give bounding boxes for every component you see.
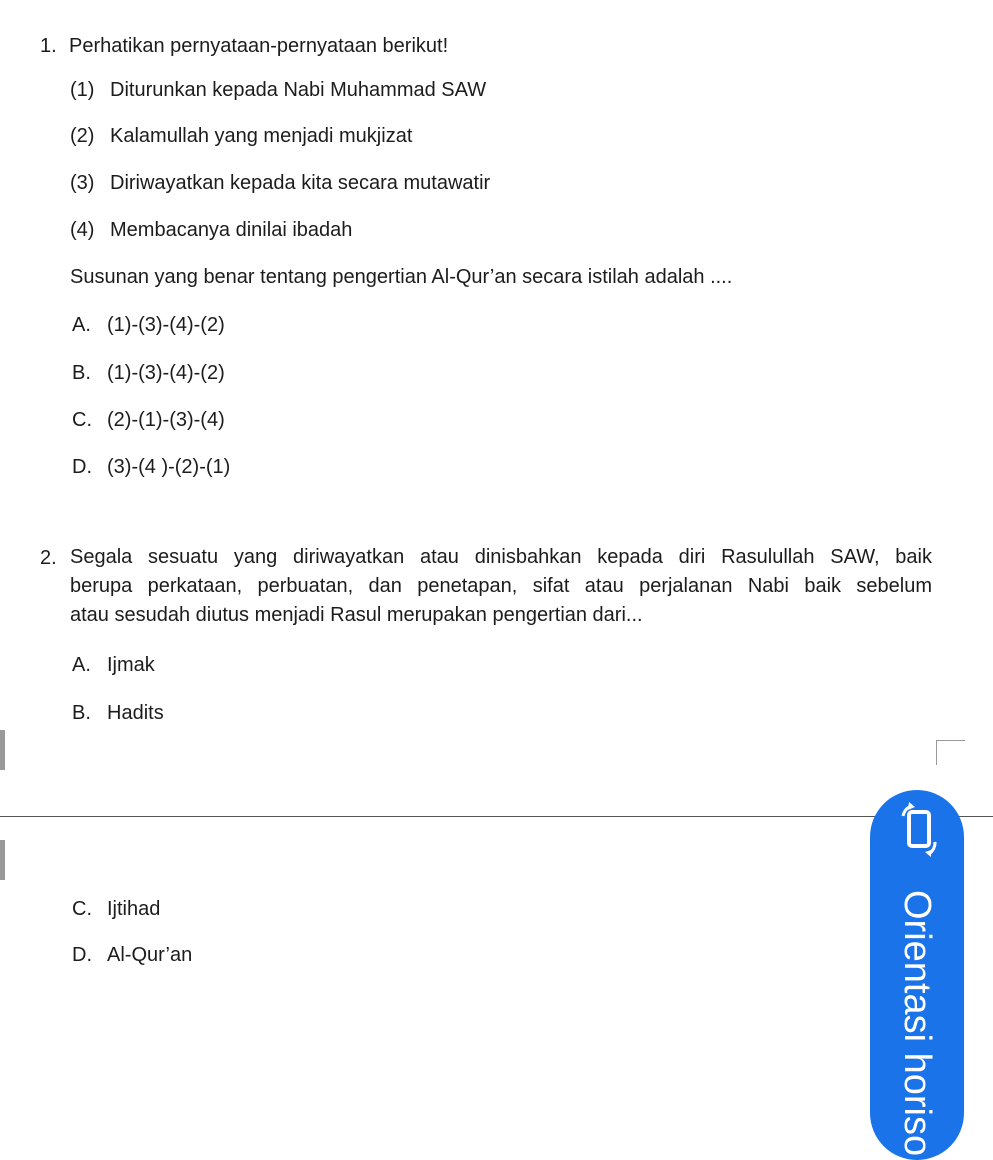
q1-option-d[interactable]: (3)-(4 )-(2)-(1) [107,456,231,478]
q2-option-a-letter[interactable]: A. [72,654,91,676]
left-margin-mark-2 [0,840,5,880]
q1-statement-4-number: (4) [70,219,95,241]
q1-statement-4: Membacanya dinilai ibadah [110,219,353,241]
left-margin-mark [0,730,5,770]
rotate-screen-icon[interactable] [895,800,943,864]
q1-option-c[interactable]: (2)-(1)-(3)-(4) [107,409,225,431]
q2-option-a[interactable]: Ijmak [107,654,155,676]
q1-statement-2-number: (2) [70,125,95,147]
q2-stem-line-3: atau sesudah diutus menjadi Rasul merupakan pengertian dari... [70,604,643,626]
q1-option-d-letter[interactable]: D. [72,456,92,478]
q1-statement-2: Kalamullah yang menjadi mukjizat [110,125,413,147]
q2-number: 2. [40,547,57,569]
q1-option-b-letter[interactable]: B. [72,362,91,384]
q2-option-d[interactable]: Al-Qur’an [107,944,193,966]
q1-statement-3-number: (3) [70,172,95,194]
q1-statement-3: Diriwayatkan kepada kita secara mutawatir [110,172,491,194]
q2-option-b-letter[interactable]: B. [72,702,91,724]
q2-stem-line-2: berupa perkataan, perbuatan, dan penetapan, sifat atau perjalanan Nabi baik sebelum [70,575,932,597]
q2-option-d-letter[interactable]: D. [72,944,92,966]
q1-question: Susunan yang benar tentang pengertian Al-Qur’an secara istilah adalah .... [70,266,733,288]
crop-mark [936,740,965,765]
q1-option-a[interactable]: (1)-(3)-(4)-(2) [107,314,225,336]
q2-stem-line-1: Segala sesuatu yang diriwayatkan atau dinisbahkan kepada diri Rasulullah SAW, baik [70,546,932,568]
q2-stem [70,543,932,630]
q1-option-b[interactable]: (1)-(3)-(4)-(2) [107,362,225,384]
q1-option-a-letter[interactable]: A. [72,314,91,336]
q1-number: 1. [40,35,57,57]
q2-option-b[interactable]: Hadits [107,702,164,724]
q1-statement-1-number: (1) [70,79,95,101]
q1-option-c-letter[interactable]: C. [72,409,92,431]
q2-option-c-letter[interactable]: C. [72,898,92,920]
q1-stem: Perhatikan pernyataan-pernyataan berikut! [69,35,449,57]
q2-option-c[interactable]: Ijtihad [107,898,161,920]
orientation-label[interactable]: Orientasi horiso [896,890,938,1157]
page-divider [0,816,993,817]
q1-statement-1: Diturunkan kepada Nabi Muhammad SAW [110,79,487,101]
